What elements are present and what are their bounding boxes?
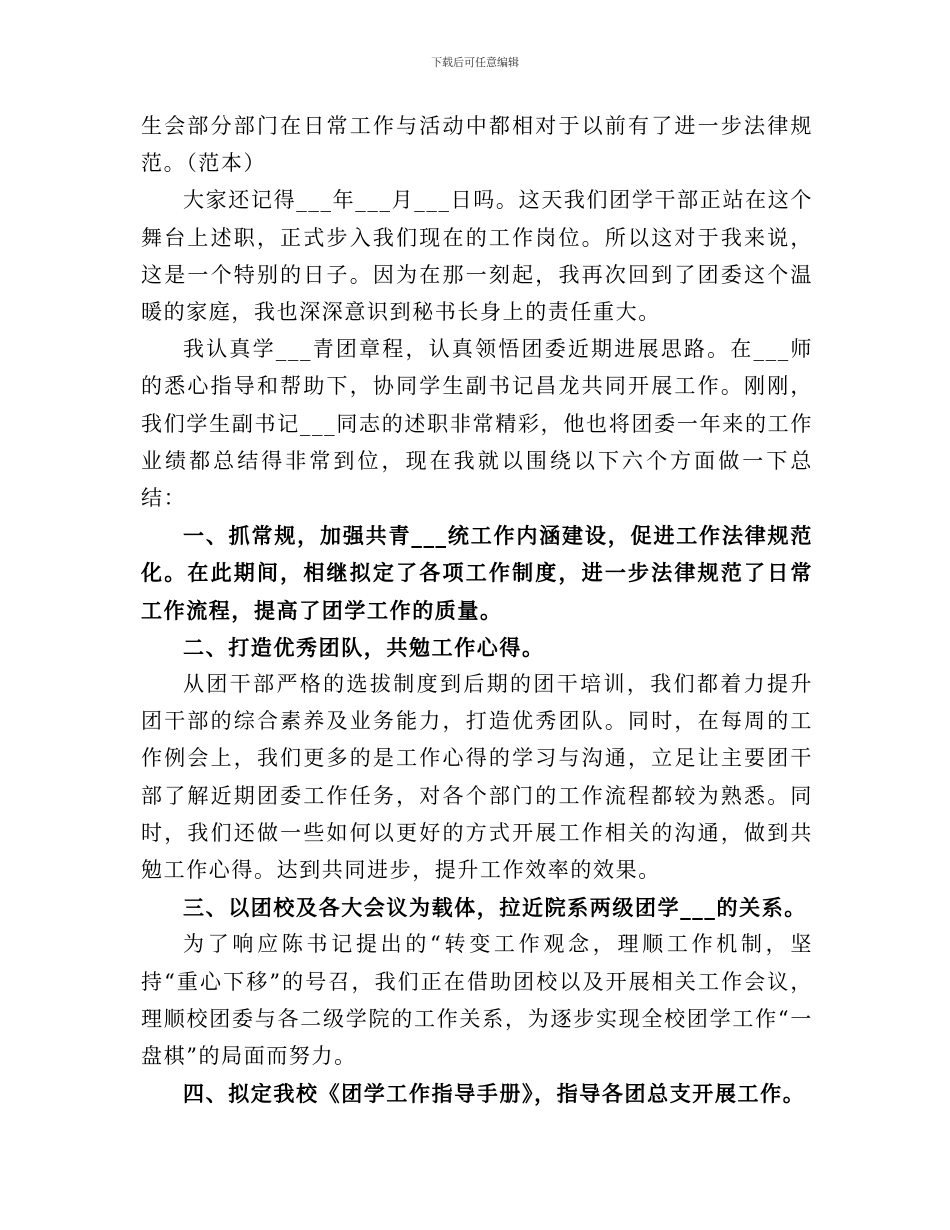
page-header: 下载后可任意编辑 [431, 56, 519, 69]
section-heading-one: 一、抓常规，加强共青___统工作内涵建设，促进工作法律规范化。在此期间，相继拟定了各项工作制度，进一步法律规范了日常工作流程，提高了团学工作的质量。 [141, 523, 813, 623]
section-heading-four: 四、拟定我校《团学工作指导手册》，指导各团总支开展工作。 [183, 1081, 806, 1107]
paragraph-response: 为了响应陈书记提出的“转变工作观念，理顺工作机制，坚持“重心下移”的号召，我们正在借助团校以及开展相关工作会议，理顺校团委与各二级学院的工作关系，为逐步实现全校团学工作“一盘棋”的局面而努力。 [141, 932, 813, 1069]
paragraph-team: 从团干部严格的选拔制度到后期的团干培训，我们都着力提升团干部的综合素养及业务能力，打造优秀团队。同时，在每周的工作例会上，我们更多的是工作心得的学习与沟通，立足让主要团干部了解近期团委工作任务，对各个部门的工作流程都较为熟悉。同时，我们还做一些如何以更好的方式开展工作相关的沟通，做到共勉工作心得。达到共同进步，提升工作效率的效果。 [141, 672, 813, 883]
paragraph-study: 我认真学___青团章程，认真领悟团委近期进展思路。在___师的悉心指导和帮助下，协同学生副书记昌龙共同开展工作。刚刚，我们学生副书记___同志的述职非常精彩，他也将团委一年来的工作业绩都总结得非常到位，现在我就以围绕以下六个方面做一下总结： [141, 337, 813, 511]
section-heading-three: 三、以团校及各大会议为载体，拉近院系两级团学___的关系。 [183, 895, 807, 921]
section-heading-two: 二、打造优秀团队，共勉工作心得。 [183, 634, 545, 660]
paragraph-continuation: 生会部分部门在日常工作与活动中都相对于以前有了进一步法律规范。（范本） [141, 114, 813, 176]
document-body [141, 108, 813, 1112]
paragraph-anniversary: 大家还记得___年___月___日吗。这天我们团学干部正站在这个舞台上述职，正式步入我们现在的工作岗位。所以这对于我来说，这是一个特别的日子。因为在那一刻起，我再次回到了团委这个温暖的家庭，我也深深意识到秘书长身上的责任重大。 [141, 188, 813, 325]
